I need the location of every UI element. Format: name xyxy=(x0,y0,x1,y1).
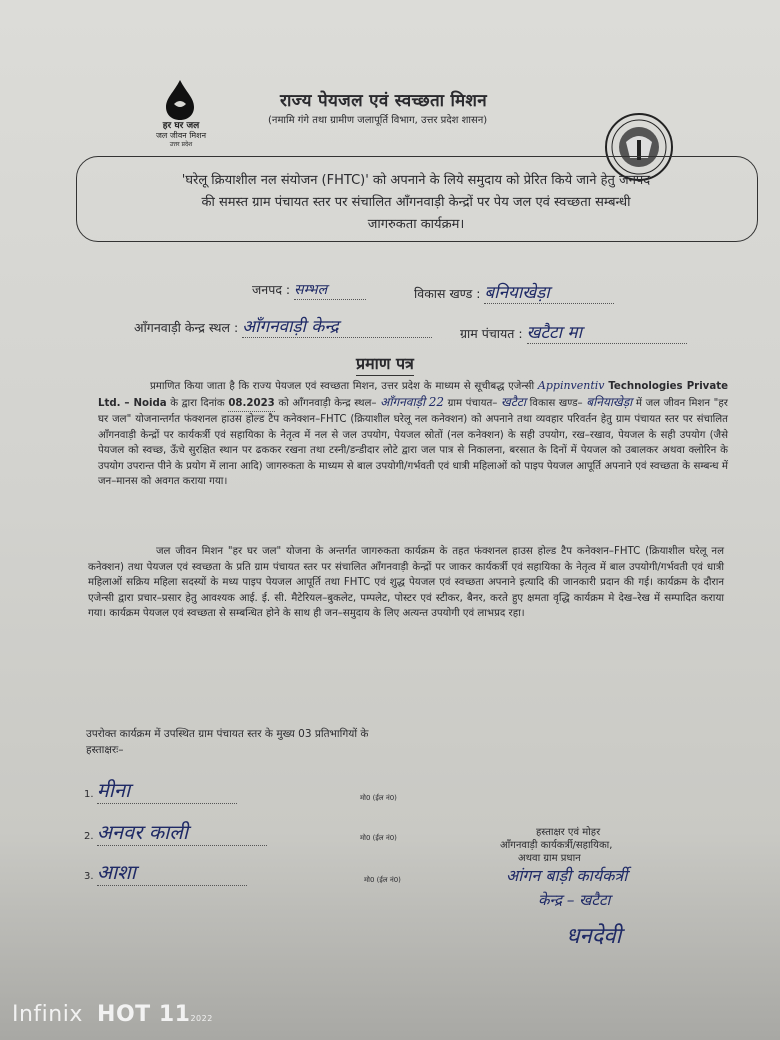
participant-row: 2. अनवर काली मो0 (ईल नं0) xyxy=(84,820,397,844)
vikas-khand-value: बनियाखेड़ा xyxy=(484,280,614,304)
participant-signature: अनवर काली xyxy=(97,818,267,846)
signatory-block: हस्ताक्षर एवं मोहर आँगनवाड़ी कार्यकर्त्री/सहायिका, अथवा ग्राम प्रधान xyxy=(500,827,613,864)
signatory-handwritten-designation: आंगन बाड़ी कार्यकर्त्री xyxy=(506,866,628,885)
vikas-khand-label: विकास खण्ड : xyxy=(414,286,481,301)
janpad-field xyxy=(252,280,366,300)
camera-watermark: Infinix HOT 112022 xyxy=(12,1002,213,1027)
mobile-label: मो0 (ईल नं0) xyxy=(360,834,397,842)
banner-line: जागरुकता कार्यक्रम। xyxy=(367,217,465,232)
kendra-value: आँगनवाड़ी केन्द्र xyxy=(242,314,432,338)
janpad-label: जनपद : xyxy=(252,282,291,297)
mission-title: राज्य पेयजल एवं स्वच्छता मिशन xyxy=(280,91,488,111)
certificate-paragraph-2: जल जीवन मिशन "हर घर जल" योजना के अन्तर्गत जागरुकता कार्यक्रम के तहत फंक्शनल हाउस होल्ड टैप कनेक्शन–FHTC (क्रियाशील घरेलू नल कनेक्शन) तथा पेयजल एवं स्वच्छता के प्रति ग्राम पंचायत स्तर पर संचालित आँगनवाड़ी केन्द्रों पर जाकर कार्यकर्त्री एवं सहायिका के नेतृत्व में बाल उपयोगी/गर्भवती एवं धात्री महिलाओं सक्रिय महिला सदस्यों के मध्य पाइप पेयजल आपूर्ति तथा FHTC एवं शुद्ध पेयजल एवं स्वच्छता अपनाने इत्यादि की जानकारी प्रदान की गई। कार्यक्रम के दौरान एजेन्सी द्वारा प्रचार–प्रसार हेतु आवश्यक आई. ई. सी. मैटेरियल–बुकलेट, पम्पलेट, पोस्टर एवं स्टीकर, बैनर, करते हुए क्षमता वृद्धि कार्यक्रम मे देख–रेख में सम्पादित कराया गया। कार्यक्रम पेयजल एवं स्वच्छता से सम्बन्धित होने के साथ ही जन–समुदाय के लिए अत्यन्त उपयोगी एवं लाभप्रद रहा। xyxy=(88,546,724,619)
gram-panchayat-label: ग्राम पंचायत : xyxy=(460,326,523,341)
participant-signature: मीना xyxy=(97,776,237,804)
kendra-field xyxy=(134,314,432,338)
participants-intro: उपरोक्त कार्यक्रम में उपस्थित ग्राम पंचायत स्तर के मुख्य 03 प्रतिभागियों के हस्ताक्षरः– xyxy=(86,728,369,756)
banner-line: 'घरेलू क्रियाशील नल संयोजन (FHTC)' को अपनाने के लिये समुदाय को प्रेरित किये जाने हेतु जनपद xyxy=(181,173,651,188)
logo-caption: हर घर जल जल जीवन मिशन उत्तर प्रदेश xyxy=(155,121,207,148)
signatory-handwritten-center: केन्द्र – खटैटा xyxy=(538,891,611,909)
certificate-title: प्रमाण पत्र xyxy=(356,352,414,376)
kendra-label: आँगनवाड़ी केन्द्र स्थल : xyxy=(134,320,239,335)
banner-line: की समस्त ग्राम पंचायत स्तर पर संचालित आँगनवाड़ी केन्द्रों पर पेय जल एवं स्वच्छता सम्बन्धी xyxy=(201,195,631,210)
gram-panchayat-value: खटैटा मा xyxy=(527,320,687,344)
participant-signature: आशा xyxy=(97,858,247,886)
participant-row: 3. आशा मो0 (ईल नं0) xyxy=(84,860,401,884)
gram-panchayat-field xyxy=(460,320,687,344)
jal-jeevan-mission-logo-icon xyxy=(160,78,200,122)
mobile-label: मो0 (ईल नं0) xyxy=(364,876,401,884)
vikas-khand-field xyxy=(414,280,614,304)
janpad-value: सम्भल xyxy=(294,280,366,300)
mobile-label: मो0 (ईल नं0) xyxy=(360,794,397,802)
signatory-signature: धनदेवी xyxy=(566,924,622,949)
program-banner-text xyxy=(96,170,736,236)
participant-row: 1. मीना मो0 (ईल नं0) xyxy=(84,778,397,802)
mission-subtitle: (नमामि गंगे तथा ग्रामीण जलापूर्ति विभाग, उत्तर प्रदेश शासन) xyxy=(268,115,488,126)
certificate-paragraph-1: प्रमाणित किया जाता है कि राज्य पेयजल एवं स्वच्छता मिशन, उत्तर प्रदेश के माध्यम से सूचीबद्ध एजेन्सी Appinventiv Technologies Private Ltd. – Noida के द्वारा दिनांक 08.2023 को आँगनवाड़ी केन्द्र स्थल– आँगनवाड़ी 22 ग्राम पंचायत– खटैटा विकास खण्ड– बनियाखेड़ा में जल जीवन मिशन "हर घर जल" योजनान्तर्गत फंक्शनल हाउस होल्ड टैप कनेक्शन–FHTC (क्रियाशील घरेलू नल कनेक्शन) को अपनाने तथा व्यवहार परिवर्तन हेतु ग्राम पंचायत स्तर पर संचालित आँगनवाड़ी केन्द्रों पर कार्यकर्त्री एवं सहायिका के नेतृत्व में नल से जल उपयोग, पेयजल स्रोतों (नल कनेक्शन) के सही उपयोग, रख–रखाव, पेयजल के सही उपयोग (जैसे पेयजल को स्वच्छ, ऊँचे सुरक्षित स्थान पर ढककर रखना तथा टस्नी/डन्डीदार लोटे द्वारा जल पात्र से निकालना, बरसात के दिनों में पेयजल को उबालकर अथवा क्लोरिन के उपयोग उपरान्त पीने के प्रयोग में लाना आदि) जागरुकता के माध्यम से बाल उपयोगी/गर्भवती एवं धात्री महिलाओं को पाइप पेयजल आपूर्ति अपनाने एवं स्वच्छता के सम्बन्ध में जन–मानस को अवगत कराया गया। xyxy=(98,379,728,487)
